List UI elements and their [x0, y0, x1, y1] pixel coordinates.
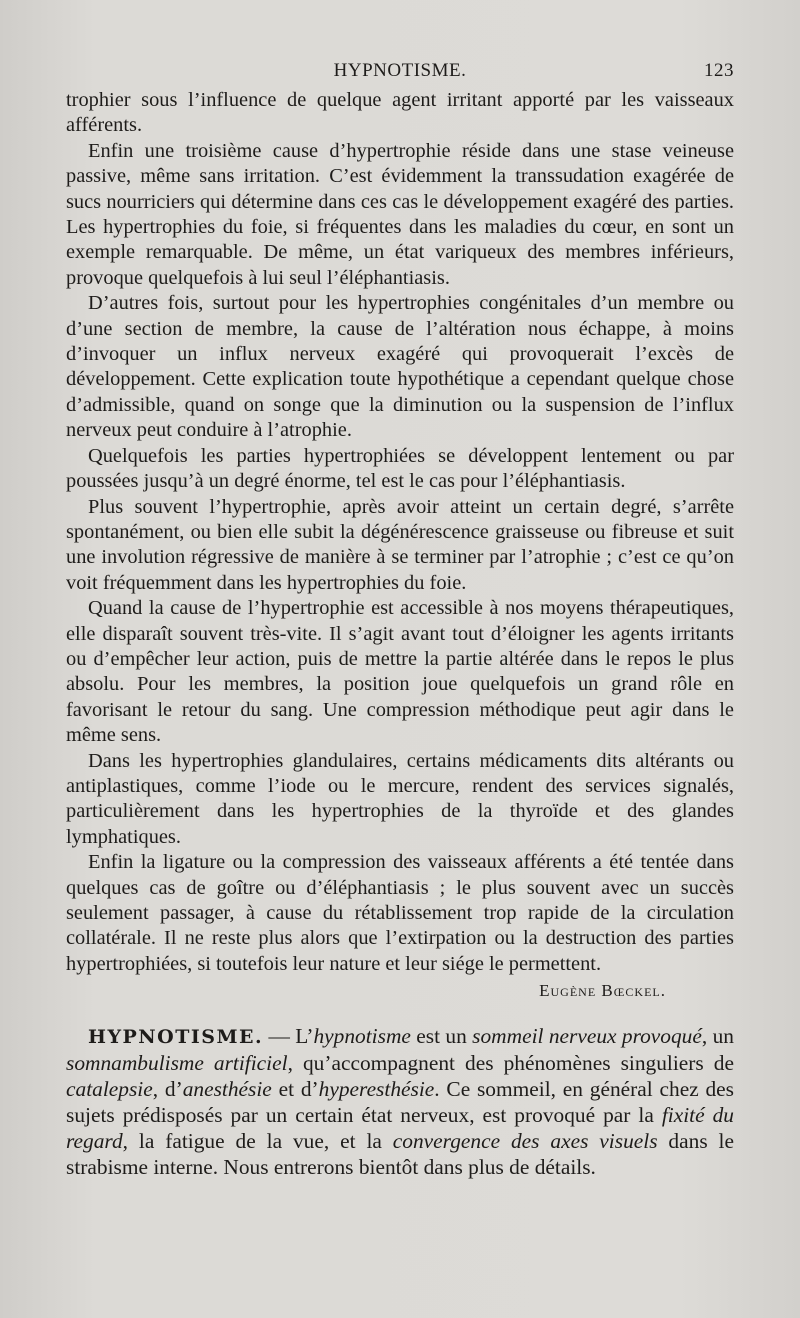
page-number: 123	[704, 60, 734, 81]
term-somnambulisme: somnambulisme artificiel	[66, 1051, 288, 1076]
article-paragraph: HYPNOTISME. — L’hypnotisme est un sommeil nerveux provoqué, un somnambulisme artificiel, qu’accompagnent des phénomènes singuliers de catalepsie, d’anesthésie et d’hyperesthésie. Ce sommeil, en général chez des sujets prédisposés par un certain état nerveux, est provoqué par la fixité du regard, la fatigue de la vue, et la convergence des axes visuels dans le strabisme interne. Nous entrerons bientôt dans plus de détails.	[66, 1024, 734, 1180]
paragraph-1: trophier sous l’influence de quelque agent irritant apporté par les vaisseaux afférents.	[66, 89, 734, 137]
term-sommeil: sommeil nerveux provoqué	[472, 1024, 702, 1049]
running-title: HYPNOTISME.	[333, 60, 467, 81]
page-body	[66, 88, 734, 1180]
article-hypnotisme	[66, 1023, 734, 1180]
term-hypnotisme: hypnotisme	[313, 1024, 411, 1049]
term-convergence: convergence des axes visuels	[392, 1129, 658, 1154]
paragraph-5: Plus souvent l’hypertrophie, après avoir atteint un certain degré, s’arrête spontanément, ou bien elle subit la dégénérescence graisseuse ou fibreuse et suit une involution régressive de manière à se terminer par l’atrophie ; c’est ce qu’on voit fréquemment dans les hypertrophies du foie.	[66, 495, 734, 594]
paragraph-6: Quand la cause de l’hypertrophie est accessible à nos moyens thérapeutiques, elle disparaît souvent très-vite. Il s’agit avant tout d’éloigner les agents irritants ou d’empêcher leur action, puis de mettre la partie altérée dans le repos le plus absolu. Pour les membres, la position joue quelquefois un grand rôle en favorisant le retour du sang. Une compression méthodique peut agir dans le même sens.	[66, 597, 734, 747]
term-hyperesthesie: hyperesthésie	[318, 1077, 435, 1102]
article-headword: HYPNOTISME.	[88, 1026, 264, 1049]
paragraph-4: Quelquefois les parties hypertrophiées se développent lentement ou par poussées jusqu’à un degré énorme, tel est le cas pour l’éléphantiasis.	[66, 444, 734, 493]
author-signature	[66, 978, 734, 1003]
paragraph-3: D’autres fois, surtout pour les hypertrophies congénitales d’un membre ou d’une section de membre, la cause de l’altération nous échappe, à moins d’invoquer un influx nerveux exagéré qui provoquerait l’excès de développement. Cette explication toute hypothétique a cependant quelque chose d’admissible, quand on songe que la diminution ou la suspension de l’influx nerveux peut conduire à l’atrophie.	[66, 292, 734, 442]
term-catalepsie: catalepsie	[66, 1077, 153, 1102]
paragraph-8: Enfin la ligature ou la compression des vaisseaux afférents a été tentée dans quelques cas de goître ou d’éléphantiasis ; le plus souvent avec un succès seulement passager, à cause du rétablissement trop rapide de la circulation collatérale. Il ne reste plus alors que l’extirpation ou la destruction des parties hypertrophiées, si toutefois leur nature et leur siége le permettent.	[66, 851, 734, 975]
paragraph-2: Enfin une troisième cause d’hypertrophie réside dans une stase veineuse passive, même sans irritation. C’est évidemment la transsudation exagérée de sucs nourriciers qui détermine dans ces cas le développement exagéré des parties. Les hypertrophies du foie, si fréquentes dans les maladies du cœur, en sont un exemple remarquable. De même, un état variqueux des membres inférieurs, provoque quelquefois à lui seul l’éléphantiasis.	[66, 139, 734, 289]
running-header	[66, 60, 734, 84]
paragraph-7: Dans les hypertrophies glandulaires, certains médicaments dits altérants ou antiplastiques, comme l’iode ou le mercure, rendent des services signalés, particulièrement dans les hypertrophies de la thyroïde et des glandes lymphatiques.	[66, 749, 734, 848]
term-anesthesie: anesthésie	[182, 1077, 272, 1102]
author-name: Eugène Bœckel.	[539, 981, 666, 1001]
term-fixite: fixité du regard	[66, 1103, 734, 1154]
